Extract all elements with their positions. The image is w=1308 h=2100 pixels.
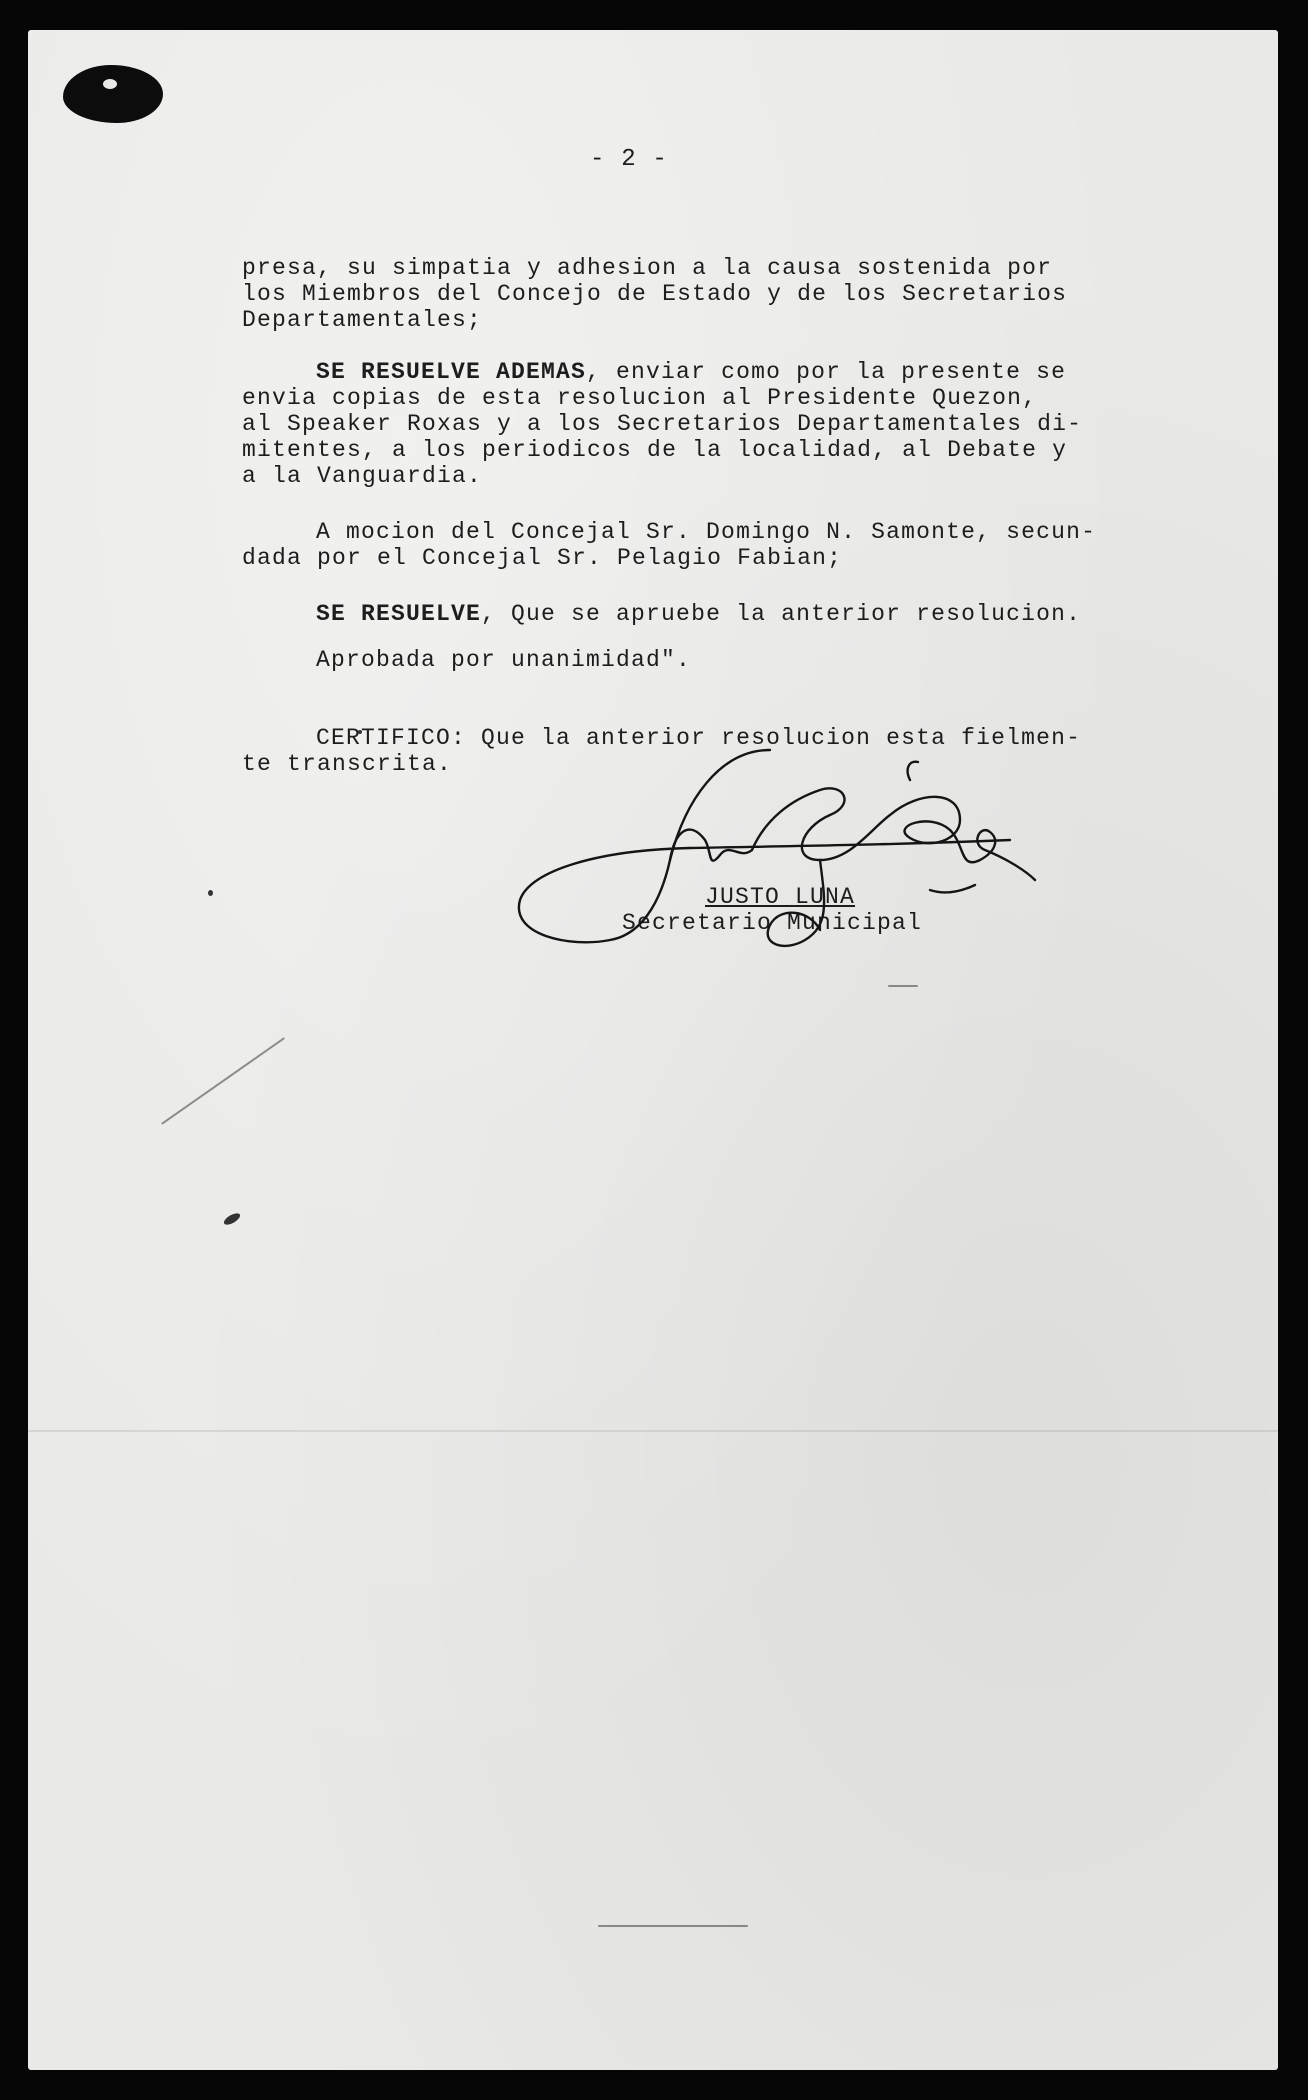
text-line: a la Vanguardia.	[242, 463, 483, 489]
text-line: envia copias de esta resolucion al Presidente Quezon,	[242, 385, 1038, 411]
text-span: , Que se apruebe la anterior resolucion.	[481, 601, 1082, 627]
text-line: dada por el Concejal Sr. Pelagio Fabian;	[242, 545, 843, 571]
text-line	[316, 359, 1067, 385]
ink-speck	[208, 890, 213, 896]
text-line: A mocion del Concejal Sr. Domingo N. Samonte, secun-	[316, 519, 1097, 545]
text-line: Aprobada por unanimidad".	[316, 647, 692, 673]
text-line: al Speaker Roxas y a los Secretarios Departamentales di-	[242, 411, 1083, 437]
text-line: los Miembros del Concejo de Estado y de los Secretarios	[242, 281, 1068, 307]
text-line	[316, 601, 1082, 627]
certification-keyword: CERTIFICO:	[316, 725, 467, 751]
scratch-mark	[598, 1925, 748, 1927]
signatory-title: Secretario Municipal	[622, 910, 923, 936]
text-span: Que la anterior resolucion esta fielmen-	[466, 725, 1082, 751]
paper-page	[28, 30, 1278, 2070]
text-line: Departamentales;	[242, 307, 483, 333]
ink-speck	[222, 1211, 242, 1227]
scratch-mark	[161, 1037, 285, 1125]
scratch-mark	[888, 985, 918, 987]
resolution-keyword: SE RESUELVE ADEMAS	[316, 359, 587, 385]
handwritten-signature	[490, 720, 1050, 980]
ink-blot	[63, 65, 163, 123]
text-line: presa, su simpatia y adhesion a la causa sostenida por	[242, 255, 1053, 281]
fold-line	[28, 1430, 1278, 1432]
text-span: , enviar como por la presente se	[586, 359, 1067, 385]
text-line: te transcrita.	[242, 751, 453, 777]
resolution-keyword: SE RESUELVE	[316, 601, 482, 627]
text-line: mitentes, a los periodicos de la localidad, al Debate y	[242, 437, 1068, 463]
signatory-name: JUSTO LUNA	[705, 884, 856, 910]
page-number: - 2 -	[590, 146, 669, 173]
